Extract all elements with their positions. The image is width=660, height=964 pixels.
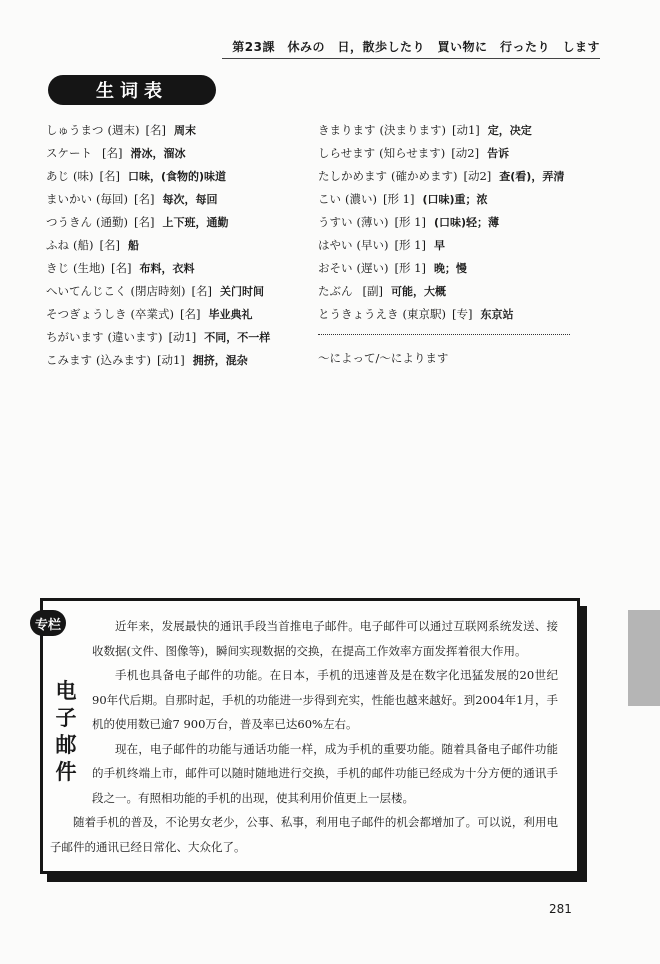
vocab-original: (閉店時刻) xyxy=(130,284,186,298)
vocab-part-of-speech: [动1] xyxy=(451,123,480,137)
vocab-kana: たぶん xyxy=(318,284,353,298)
vocab-kana: きじ xyxy=(46,261,69,275)
vocab-part-of-speech: [动2] xyxy=(451,146,480,160)
column-badge xyxy=(30,610,66,636)
vocab-original: (確かめます) xyxy=(391,169,458,183)
vocab-original: (東京駅) xyxy=(402,307,446,321)
vocab-part-of-speech: [副] xyxy=(362,284,383,298)
vocab-meaning: 定，决定 xyxy=(487,124,532,137)
column-essay xyxy=(50,614,558,859)
vocab-kana: あじ xyxy=(46,169,69,183)
vocab-kana: おそい xyxy=(318,261,353,275)
vocab-original: (通勤) xyxy=(96,215,128,229)
vocab-part-of-speech: [名] xyxy=(99,169,120,183)
vocab-entry xyxy=(318,260,564,283)
page-number: 281 xyxy=(549,902,572,916)
vocab-part-of-speech: [名] xyxy=(145,123,166,137)
vocab-part-of-speech: [名] xyxy=(133,192,155,206)
vocab-kana: へいてんじこく xyxy=(46,284,127,298)
lesson-header: 第23課 休みの 日，散歩したり 買い物に 行ったり します xyxy=(232,40,600,54)
vocab-list-right xyxy=(318,122,564,329)
vocab-meaning: 早 xyxy=(433,239,445,252)
vocab-meaning: 船 xyxy=(127,239,139,252)
vocab-original: (味) xyxy=(73,169,94,183)
vocab-part-of-speech: [动1] xyxy=(168,330,197,344)
vocab-kana: こみます xyxy=(46,353,92,367)
vocab-part-of-speech: [名] xyxy=(99,238,120,252)
vocab-part-of-speech: [形 1] xyxy=(394,261,426,275)
vocab-entry xyxy=(318,237,564,260)
vocab-part-of-speech: [名] xyxy=(191,284,212,298)
vocab-original: (早い) xyxy=(356,238,389,252)
vocab-meaning: 布料，衣料 xyxy=(139,262,195,275)
vocab-entry xyxy=(318,283,564,306)
vocab-kana: しらせます xyxy=(318,146,376,160)
vocab-part-of-speech: [名] xyxy=(133,215,155,229)
vocab-meaning: (口味)轻；薄 xyxy=(433,216,499,229)
vocab-meaning: 拥挤，混杂 xyxy=(192,354,248,367)
vocab-kana: ちがいます xyxy=(46,330,104,344)
vocab-kana: こい xyxy=(318,192,341,206)
vocab-meaning: 滑冰，溜冰 xyxy=(130,147,186,160)
vocab-entry xyxy=(46,352,270,375)
vocab-kana: とうきょうえき xyxy=(318,307,399,321)
vocab-part-of-speech: [形 1] xyxy=(382,192,415,206)
vocab-meaning: (口味)重；浓 xyxy=(422,193,488,206)
vocab-part-of-speech: [动2] xyxy=(463,169,492,183)
vocab-meaning: 上下班，通勤 xyxy=(162,216,229,229)
vocab-part-of-speech: [名] xyxy=(110,261,132,275)
vocab-entry xyxy=(46,306,270,329)
vocab-meaning: 告诉 xyxy=(487,147,510,160)
vocab-meaning: 东京站 xyxy=(480,308,514,321)
vocab-part-of-speech: [名] xyxy=(102,146,123,160)
vocab-meaning: 周末 xyxy=(173,124,196,137)
vocab-original: (違います) xyxy=(107,330,163,344)
vocab-entry xyxy=(46,237,270,260)
vocab-entry xyxy=(318,191,564,214)
vocab-meaning: 毕业典礼 xyxy=(208,308,253,321)
vocab-title: 生词表 xyxy=(96,81,168,102)
header-rule xyxy=(222,58,600,59)
vocab-kana: しゅうまつ xyxy=(46,123,104,137)
vocab-kana: ふね xyxy=(46,238,69,252)
vocab-title-badge xyxy=(48,75,216,105)
vocab-meaning: 每次，每回 xyxy=(162,193,218,206)
vocab-kana: スケート xyxy=(46,146,92,160)
vocab-kana: まいかい xyxy=(46,192,92,206)
vocab-original: (週末) xyxy=(107,123,140,137)
vocab-kana: そつぎょうしき xyxy=(46,307,127,321)
essay-paragraph: 近年来，发展最快的通讯手段当首推电子邮件。电子邮件可以通过互联网系统发送、接收数据(文件、图像等)，瞬间实现数据的交换，在提高工作效率方面发挥着很大作用。 xyxy=(92,619,558,658)
vocab-list-left xyxy=(46,122,270,375)
vocab-original: (卒業式) xyxy=(130,307,174,321)
vocab-entry xyxy=(46,145,270,168)
vocab-entry xyxy=(46,329,270,352)
vocab-kana: つうきん xyxy=(46,215,92,229)
essay-paragraph: 随着手机的普及，不论男女老少，公事、私事，利用电子邮件的机会都增加了。可以说，利用电子邮件的通讯已经日常化、大众化了。 xyxy=(50,815,558,854)
vocab-part-of-speech: [形 1] xyxy=(394,238,426,252)
vocab-meaning: 关门时间 xyxy=(219,285,264,298)
grammar-pattern: 〜によって/〜によります xyxy=(318,351,449,365)
vocab-entry xyxy=(318,168,564,191)
vocab-meaning: 可能，大概 xyxy=(390,285,446,298)
vocab-entry xyxy=(318,306,564,329)
vocab-meaning: 查(看)，弄清 xyxy=(499,170,565,183)
column-badge-label: 专栏 xyxy=(34,617,61,633)
vocab-part-of-speech: [形 1] xyxy=(394,215,426,229)
vocab-part-of-speech: [动1] xyxy=(156,353,185,367)
vocab-entry xyxy=(46,283,270,306)
vocab-meaning: 晚；慢 xyxy=(433,262,467,275)
vocab-entry xyxy=(46,191,270,214)
vocab-original: (船) xyxy=(73,238,94,252)
vocab-original: (毎回) xyxy=(96,192,128,206)
column-title: 电子邮件 xyxy=(55,679,77,784)
vocab-entry xyxy=(318,122,564,145)
vocab-original: (遅い) xyxy=(356,261,389,275)
vocab-meaning: 口味，(食物的)味道 xyxy=(127,170,227,183)
vocab-original: (決まります) xyxy=(379,123,446,137)
vocab-part-of-speech: [专] xyxy=(451,307,473,321)
vocab-entry xyxy=(46,168,270,191)
essay-paragraph: 手机也具备电子邮件的功能。在日本，手机的迅速普及是在数字化迅猛发展的20世纪90年代后期。自那时起，手机的功能进一步得到充实，性能也越来越好。到2004年1月，手机的使用数已逾7 900万台，普及率已达60%左右。 xyxy=(92,668,558,731)
vocab-original: (込みます) xyxy=(96,353,151,367)
vocab-kana: はやい xyxy=(318,238,353,252)
vocab-entry xyxy=(46,214,270,237)
vocab-original: (濃い) xyxy=(345,192,377,206)
vocab-entry xyxy=(46,122,270,145)
page-edge-tab xyxy=(628,610,660,706)
vocab-original: (薄い) xyxy=(356,215,389,229)
vocab-original: (知らせます) xyxy=(379,146,446,160)
vocab-entry xyxy=(318,145,564,168)
dotted-divider xyxy=(318,334,570,335)
vocab-kana: きまります xyxy=(318,123,376,137)
vocab-entry xyxy=(46,260,270,283)
vocab-meaning: 不同，不一样 xyxy=(204,331,271,344)
vocab-kana: うすい xyxy=(318,215,353,229)
essay-paragraph: 现在，电子邮件的功能与通话功能一样，成为手机的重要功能。随着具备电子邮件功能的手机终端上市，邮件可以随时随地进行交换，手机的邮件功能已经成为十分方便的通讯手段之一。有照相功能的手机的出现，使其利用价值更上一层楼。 xyxy=(92,741,558,805)
vocab-original: (生地) xyxy=(73,261,105,275)
vocab-part-of-speech: [名] xyxy=(179,307,201,321)
vocab-entry xyxy=(318,214,564,237)
vocab-kana: たしかめます xyxy=(318,169,387,183)
